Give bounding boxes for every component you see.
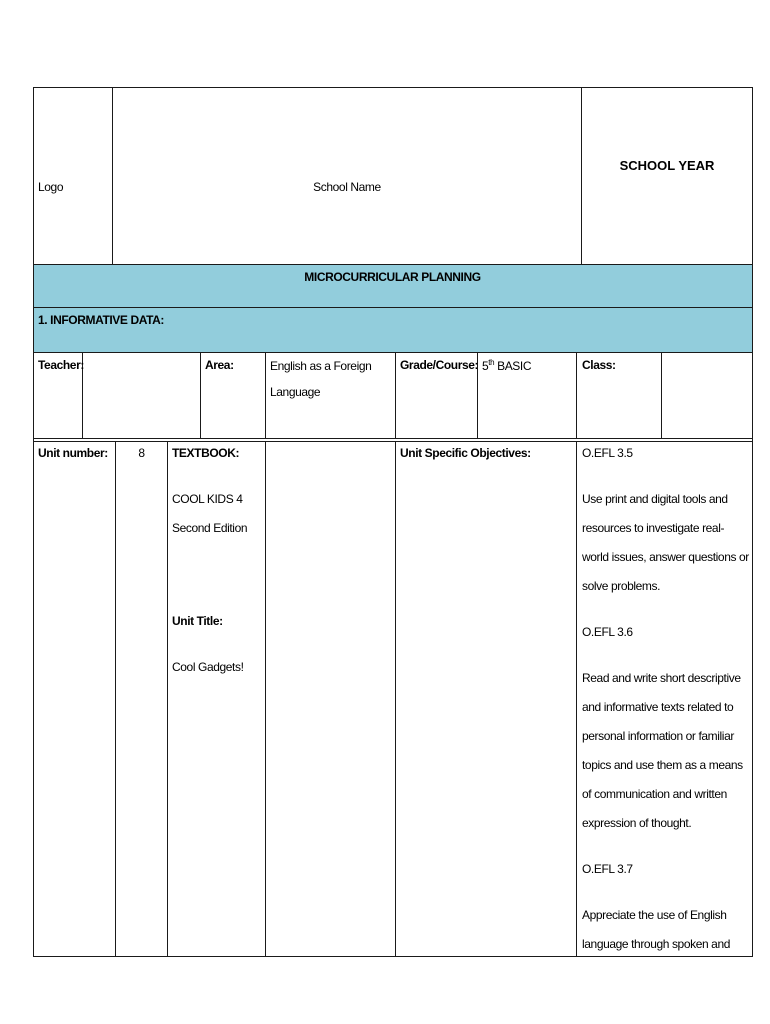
unit-title-label: Unit Title: — [172, 614, 223, 628]
grade-suffix: th — [488, 358, 495, 367]
area-value: English as a Foreign Language — [270, 359, 372, 399]
grade-number: 5 — [482, 359, 489, 373]
objective-text: Appreciate the use of English language through spoken and — [582, 908, 731, 951]
objectives-label: Unit Specific Objectives: — [400, 446, 531, 460]
grade-label: Grade/Course: — [400, 358, 479, 372]
logo-placeholder: Logo — [38, 180, 64, 194]
textbook-line1: COOL KIDS 4 — [172, 492, 243, 506]
objective-text: Use print and digital tools and resources to investigate real-world issues, answer questions or solve problems. — [582, 492, 749, 593]
section-heading: 1. INFORMATIVE DATA: — [38, 313, 164, 327]
teacher-value[interactable] — [86, 358, 196, 434]
objective-code: O.EFL 3.6 — [582, 625, 633, 639]
grade-level: BASIC — [497, 359, 532, 373]
school-name: School Name — [313, 180, 381, 194]
objective-code: O.EFL 3.5 — [582, 446, 633, 460]
unit-title-value: Cool Gadgets! — [172, 660, 244, 674]
unit-number-value: 8 — [138, 446, 145, 460]
objective-code: O.EFL 3.7 — [582, 862, 633, 876]
objectives-list — [582, 439, 750, 955]
grade-value — [482, 358, 531, 373]
page-title: MICROCURRICULAR PLANNING — [304, 270, 481, 284]
objective-text: Read and write short descriptive and informative texts related to personal information or familiar topics and use them as a means of communication and written expression of thought. — [582, 671, 743, 830]
textbook-line2: Second Edition — [172, 521, 248, 535]
unit-number-label: Unit number: — [38, 446, 108, 460]
class-value[interactable] — [665, 358, 749, 434]
area-label: Area: — [205, 358, 234, 372]
textbook-label: TEXTBOOK: — [172, 446, 240, 460]
school-year: SCHOOL YEAR — [619, 158, 715, 173]
teacher-label: Teacher: — [38, 358, 84, 372]
class-label: Class: — [582, 358, 616, 372]
